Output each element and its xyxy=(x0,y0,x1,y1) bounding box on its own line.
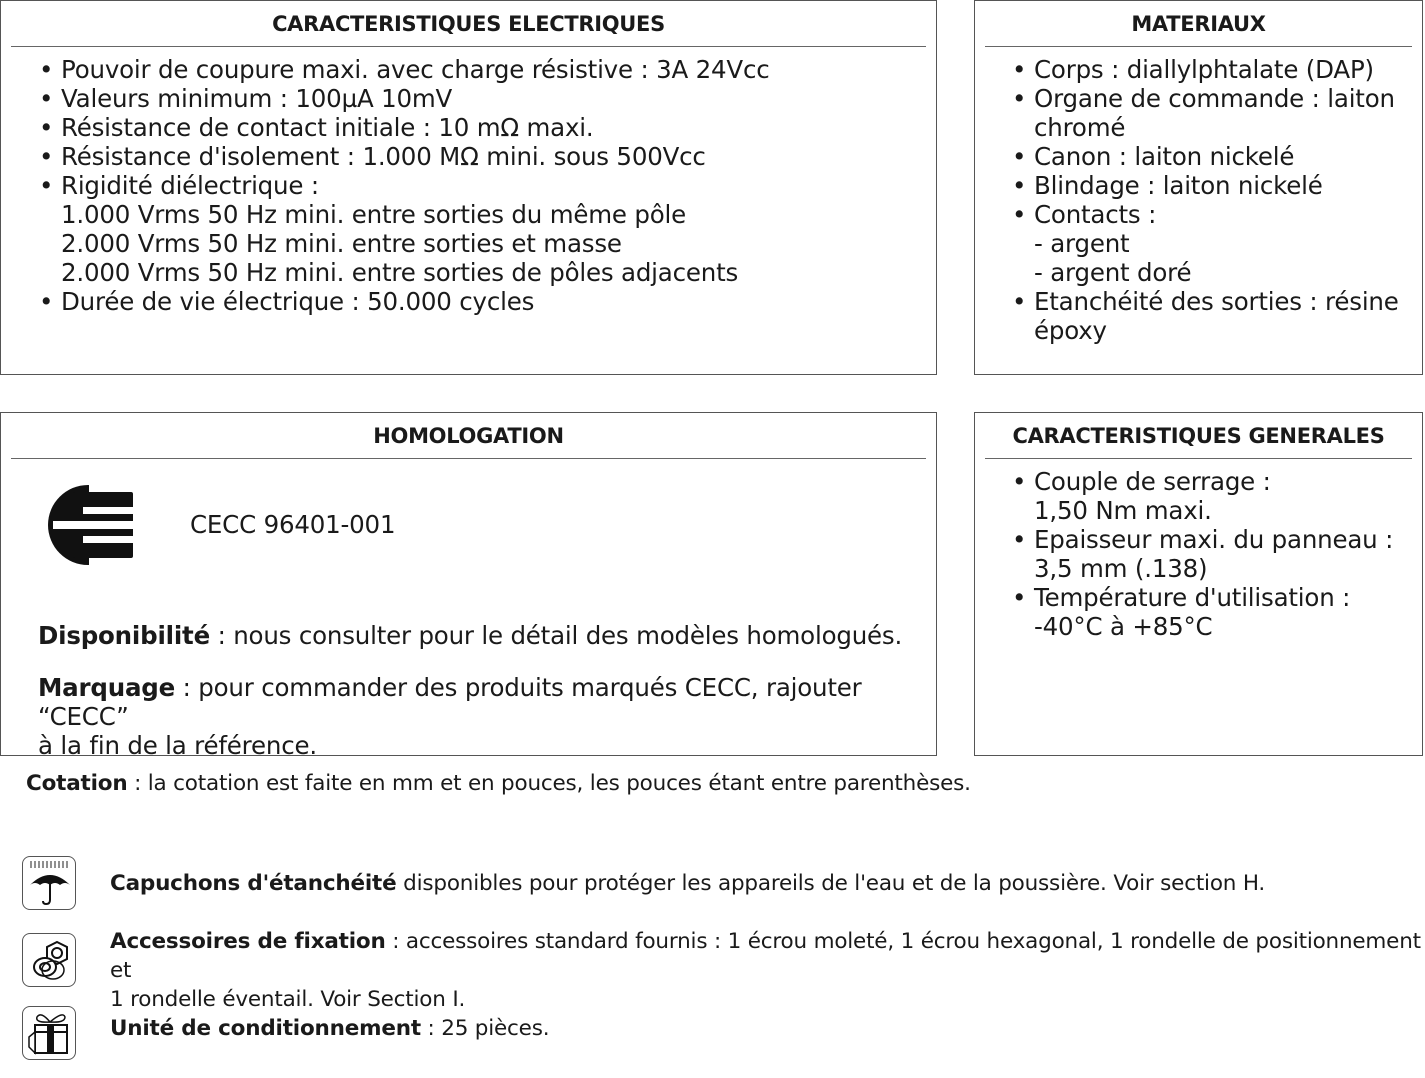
list-item: • Organe de commande : laiton xyxy=(1012,84,1399,113)
list-item: • Couple de serrage : xyxy=(1012,467,1393,496)
general-section xyxy=(974,412,1423,756)
gift-box-icon xyxy=(22,1006,76,1060)
marking-note xyxy=(38,673,936,760)
list-item: 2.000 Vrms 50 Hz mini. entre sorties et masse xyxy=(61,229,622,258)
list-item: • Résistance de contact initiale : 10 mΩ maxi. xyxy=(39,113,770,142)
materials-list xyxy=(1012,55,1399,345)
general-title: CARACTERISTIQUES GENERALES xyxy=(985,421,1412,459)
cotation-note xyxy=(26,769,971,798)
note-text: disponibles pour protéger les appareils de l'eau et de la poussière. Voir section H. xyxy=(396,871,1266,896)
list-item: • Blindage : laiton nickelé xyxy=(1012,171,1399,200)
list-item: • Température d'utilisation : xyxy=(1012,583,1393,612)
electrical-list xyxy=(39,55,770,316)
sealing-caps-note xyxy=(110,869,1265,898)
list-item: • Résistance d'isolement : 1.000 MΩ mini. sous 500Vcc xyxy=(39,142,770,171)
general-list xyxy=(1012,467,1393,641)
list-item: - argent doré xyxy=(1034,258,1192,287)
list-item: • Corps : diallylphtalate (DAP) xyxy=(1012,55,1399,84)
list-item: • Pouvoir de coupure maxi. avec charge résistive : 3A 24Vcc xyxy=(39,55,770,84)
list-item: • Epaisseur maxi. du panneau : xyxy=(1012,525,1393,554)
cotation-label: Cotation xyxy=(26,771,128,796)
list-item: - argent xyxy=(1034,229,1130,258)
note-text: : 25 pièces. xyxy=(420,1016,550,1041)
list-item: • Durée de vie électrique : 50.000 cycles xyxy=(39,287,770,316)
cotation-text: : la cotation est faite en mm et en pouces, les pouces étant entre parenthèses. xyxy=(127,771,971,796)
list-item: 1,50 Nm maxi. xyxy=(1034,496,1212,525)
cecc-logo-icon xyxy=(43,484,133,566)
availability-note xyxy=(38,621,902,650)
list-item: • Contacts : xyxy=(1012,200,1399,229)
note-label: Unité de conditionnement xyxy=(110,1016,421,1041)
marking-text-2: à la fin de la référence. xyxy=(38,731,317,760)
list-item: 2.000 Vrms 50 Hz mini. entre sorties de pôles adjacents xyxy=(61,258,739,287)
packaging-unit-note xyxy=(110,1014,549,1043)
materials-title: MATERIAUX xyxy=(985,9,1412,47)
list-item: chromé xyxy=(1034,113,1126,142)
list-item: 1.000 Vrms 50 Hz mini. entre sorties du même pôle xyxy=(61,200,686,229)
list-item: époxy xyxy=(1034,316,1107,345)
homologation-title: HOMOLOGATION xyxy=(11,421,926,459)
marking-label: Marquage xyxy=(38,673,176,702)
note-label: Capuchons d'étanchéité xyxy=(110,871,397,896)
materials-section xyxy=(974,0,1423,375)
nut-washer-icon xyxy=(22,933,76,987)
list-item: 3,5 mm (.138) xyxy=(1034,554,1208,583)
list-item: -40°C à +85°C xyxy=(1034,612,1213,641)
list-item: • Valeurs minimum : 100µA 10mV xyxy=(39,84,770,113)
umbrella-icon xyxy=(22,856,76,910)
note-label: Accessoires de fixation xyxy=(110,929,386,954)
fixing-accessories-note xyxy=(110,927,1425,1014)
marking-text-1: : pour commander des produits marqués CECC, rajouter “CECC” xyxy=(38,673,862,731)
cecc-code: CECC 96401-001 xyxy=(190,510,396,539)
homologation-section xyxy=(0,412,937,760)
electrical-section xyxy=(0,0,937,375)
list-item: • Canon : laiton nickelé xyxy=(1012,142,1399,171)
list-item: • Rigidité diélectrique : xyxy=(39,171,770,200)
availability-text: : nous consulter pour le détail des modèles homologués. xyxy=(210,621,903,650)
availability-label: Disponibilité xyxy=(38,621,210,650)
list-item: • Etanchéité des sorties : résine xyxy=(1012,287,1399,316)
note-text: : accessoires standard fournis : 1 écrou moleté, 1 écrou hexagonal, 1 rondelle de positionnement et xyxy=(110,929,1421,983)
note-text: 1 rondelle éventail. Voir Section I. xyxy=(110,987,466,1012)
electrical-title: CARACTERISTIQUES ELECTRIQUES xyxy=(11,9,926,47)
